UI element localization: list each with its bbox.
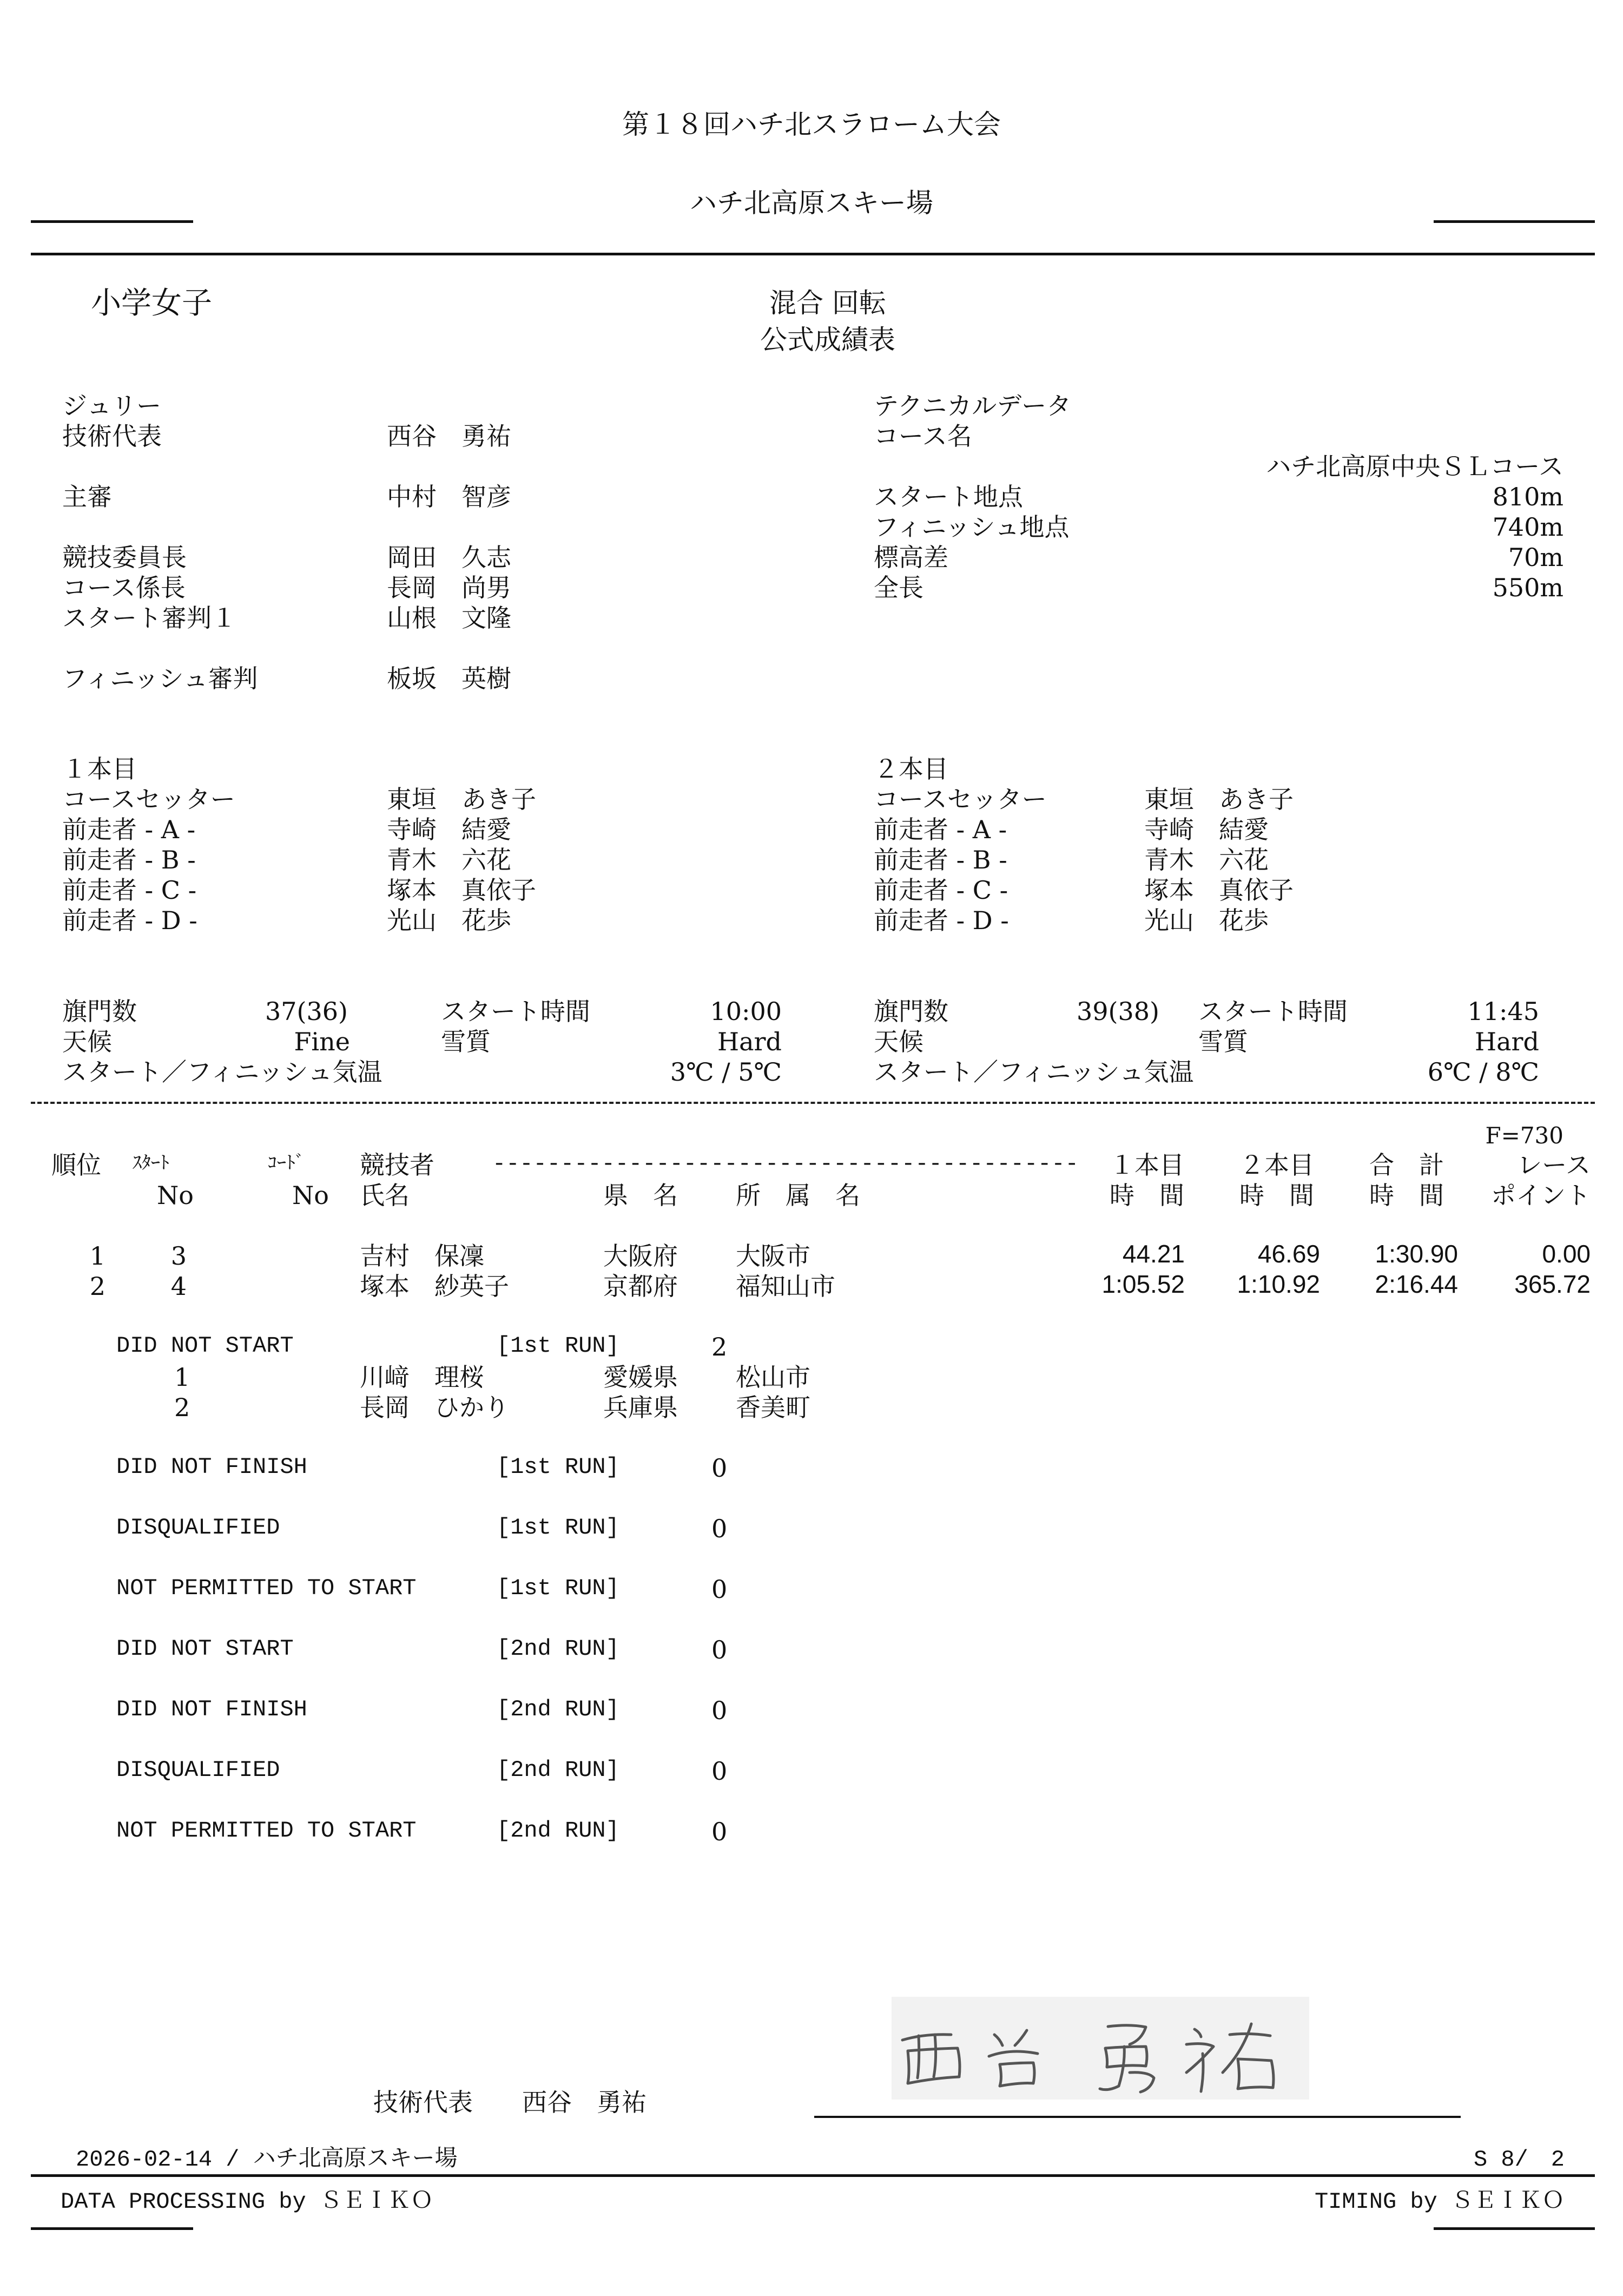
course-length-label: 全長 [874, 573, 923, 602]
footer-date-venue: 2026-02-14 / ハチ北高原スキー場 [76, 2147, 458, 2173]
run2-time-cell: 46.69 [1257, 1240, 1320, 1268]
total-header: 合 計 [1369, 1150, 1444, 1180]
prefecture-cell: 大阪府 [603, 1241, 678, 1271]
course-name: ハチ北高原中央ＳＬコース [1266, 452, 1563, 481]
dns-name: 長岡 ひかり [360, 1393, 509, 1422]
page-number: S 8/ 2 [1473, 2147, 1565, 2173]
jury-role: スタート審判１ [62, 603, 236, 633]
footer-rule-right [1434, 2227, 1595, 2230]
status-count: 0 [711, 1514, 728, 1543]
run2-time-header: 時 間 [1239, 1181, 1314, 1210]
name-cell: 塚本 紗英子 [360, 1272, 509, 1301]
venue-title: ハチ北高原スキー場 [690, 187, 933, 219]
snow-label: 雪質 [441, 1027, 491, 1056]
club-header: 所 属 名 [736, 1181, 860, 1210]
name-cell: 吉村 保凜 [360, 1241, 484, 1271]
start-no-header: No [157, 1181, 194, 1210]
dns-start-no: 2 [174, 1393, 190, 1422]
event-title: 第１８回ハチ北スラローム大会 [622, 109, 1001, 140]
status-count: 0 [711, 1696, 728, 1725]
start-time-label: スタート時間 [441, 997, 590, 1026]
status-run: [1st RUN] [497, 1454, 619, 1480]
run1-time-header: 時 間 [1110, 1181, 1184, 1210]
official-name: 東垣 あき子 [1144, 785, 1294, 814]
signature-name: 西谷 勇祐 [522, 2088, 646, 2117]
status-run: [2nd RUN] [497, 1696, 619, 1722]
gates-value: 37(36) [265, 997, 348, 1026]
f-value: F=730 [1485, 1122, 1563, 1149]
course-length-value: 550m [1492, 573, 1563, 602]
official-name: 東垣 あき子 [387, 785, 536, 814]
jury-name: 山根 文隆 [387, 603, 511, 633]
code-no-header: No [292, 1181, 329, 1210]
start-no-cell: 3 [170, 1241, 187, 1271]
official-role: 前走者 - A - [62, 815, 196, 844]
run1-time-cell: 44.21 [1122, 1240, 1185, 1268]
status-run: [1st RUN] [497, 1515, 619, 1541]
total-time-header: 時 間 [1369, 1181, 1444, 1210]
discipline-label: 混合 回転 [769, 287, 886, 319]
official-name: 光山 花歩 [1144, 906, 1269, 935]
official-name: 光山 花歩 [387, 906, 511, 935]
status-count: 0 [711, 1453, 728, 1483]
jury-name: 中村 智彦 [387, 482, 511, 511]
club-cell: 大阪市 [736, 1241, 810, 1271]
start-no-cell: 4 [170, 1272, 187, 1301]
weather-value: Fine [294, 1027, 350, 1056]
status-run: [1st RUN] [497, 1575, 619, 1601]
signature-image [892, 1997, 1309, 2100]
gates-value: 39(38) [1077, 997, 1159, 1026]
temperature-label: スタート／フィニッシュ気温 [874, 1057, 1194, 1087]
dns-prefecture: 兵庫県 [603, 1393, 678, 1422]
status-count: 0 [711, 1635, 728, 1665]
start-altitude-label: スタート地点 [874, 482, 1023, 511]
status-run: [2nd RUN] [497, 1818, 619, 1844]
prefecture-header: 県 名 [603, 1181, 678, 1210]
dns-start-no: 1 [174, 1363, 190, 1392]
total-time-cell: 1:30.90 [1375, 1240, 1458, 1268]
gates-label: 旗門数 [874, 997, 948, 1026]
snow-label: 雪質 [1198, 1027, 1248, 1056]
data-processing-credit: DATA PROCESSING by ＳＥＩＫＯ [61, 2189, 433, 2215]
start-header: ｽﾀｰﾄ [133, 1152, 169, 1174]
status-label: DISQUALIFIED [116, 1515, 280, 1541]
jury-name: 西谷 勇祐 [387, 422, 511, 451]
document-type: 公式成績表 [760, 324, 895, 356]
temperature-value: 3℃ / 5℃ [670, 1057, 782, 1087]
code-header: ｺｰﾄﾞ [268, 1152, 305, 1174]
official-name: 寺崎 結愛 [387, 815, 511, 844]
status-count: 0 [711, 1756, 728, 1786]
points-sub-header: ポイント [1491, 1181, 1591, 1210]
official-role: 前走者 - C - [62, 876, 197, 905]
vertical-drop-value: 70m [1508, 543, 1563, 572]
total-time-cell: 2:16.44 [1375, 1270, 1458, 1298]
status-label: DISQUALIFIED [116, 1757, 280, 1783]
finish-altitude-value: 740m [1492, 512, 1563, 542]
start-altitude-value: 810m [1492, 482, 1563, 511]
official-name: 塚本 真依子 [1144, 876, 1294, 905]
status-label: DID NOT START [116, 1636, 294, 1662]
status-label: DID NOT FINISH [116, 1454, 307, 1480]
finish-altitude-label: フィニッシュ地点 [874, 512, 1070, 542]
start-time-label: スタート時間 [1198, 997, 1348, 1026]
rank-cell: 1 [89, 1241, 105, 1271]
run1-heading: １本目 [62, 754, 137, 784]
vertical-drop-label: 標高差 [874, 543, 948, 572]
official-role: 前走者 - D - [62, 906, 197, 935]
status-run: [1st RUN] [497, 1333, 619, 1359]
status-label: DID NOT FINISH [116, 1696, 307, 1722]
status-run: [2nd RUN] [497, 1636, 619, 1662]
jury-role: コース係長 [62, 573, 186, 602]
temperature-value: 6℃ / 8℃ [1427, 1057, 1539, 1087]
dns-club: 松山市 [736, 1363, 810, 1392]
handwritten-signature [892, 1997, 1309, 2100]
jury-role: 競技委員長 [62, 543, 187, 572]
official-role: 前走者 - A - [874, 815, 1007, 844]
weather-label: 天候 [62, 1027, 112, 1056]
official-name: 寺崎 結愛 [1144, 815, 1269, 844]
club-cell: 福知山市 [736, 1272, 835, 1301]
header-dash-line: ------------------------------------------- [492, 1151, 1079, 1177]
category-label: 小学女子 [91, 286, 212, 321]
official-name: 塚本 真依子 [387, 876, 536, 905]
points-cell: 0.00 [1542, 1240, 1591, 1268]
course-label: コース名 [874, 422, 972, 451]
name-header: 氏名 [360, 1181, 410, 1210]
rank-header: 順位 [51, 1150, 101, 1180]
prefecture-cell: 京都府 [603, 1272, 678, 1301]
dns-name: 川﨑 理桜 [360, 1363, 484, 1392]
run1-time-cell: 1:05.52 [1101, 1270, 1185, 1298]
weather-label: 天候 [874, 1027, 923, 1056]
status-label: NOT PERMITTED TO START [116, 1575, 417, 1601]
jury-name: 板坂 英樹 [387, 664, 511, 693]
section-dashed-divider [31, 1102, 1595, 1104]
official-role: 前走者 - D - [874, 906, 1009, 935]
run2-time-cell: 1:10.92 [1237, 1270, 1320, 1298]
snow-value: Hard [1475, 1027, 1539, 1056]
run2-header: ２本目 [1239, 1150, 1314, 1180]
dns-club: 香美町 [736, 1393, 810, 1422]
start-time-value: 11:45 [1467, 997, 1539, 1026]
run1-header: １本目 [1110, 1150, 1184, 1180]
rank-cell: 2 [89, 1272, 105, 1301]
jury-name: 長岡 尚男 [387, 573, 511, 602]
status-run: [2nd RUN] [497, 1757, 619, 1783]
points-cell: 365.72 [1514, 1270, 1591, 1298]
status-count: 2 [711, 1332, 728, 1361]
run2-heading: ２本目 [874, 754, 948, 784]
dns-prefecture: 愛媛県 [603, 1363, 678, 1392]
signature-line [814, 2116, 1461, 2118]
header-rule-left [31, 220, 193, 223]
start-time-value: 10:00 [710, 997, 782, 1026]
official-role: コースセッター [874, 785, 1047, 814]
header-rule-right [1434, 220, 1595, 223]
official-role: 前走者 - C - [874, 876, 1008, 905]
jury-role: 技術代表 [62, 422, 162, 451]
official-name: 青木 六花 [1144, 845, 1269, 874]
status-label: DID NOT START [116, 1333, 294, 1359]
signature-role: 技術代表 [373, 2088, 473, 2117]
status-count: 0 [711, 1575, 728, 1604]
jury-name: 岡田 久志 [387, 543, 511, 572]
official-name: 青木 六花 [387, 845, 511, 874]
status-count: 0 [711, 1817, 728, 1846]
gates-label: 旗門数 [62, 997, 137, 1026]
temperature-label: スタート／フィニッシュ気温 [62, 1057, 382, 1087]
official-role: コースセッター [62, 785, 235, 814]
official-role: 前走者 - B - [874, 845, 1007, 874]
competitor-header: 競技者 [360, 1150, 434, 1180]
timing-credit: TIMING by ＳＥＩＫＯ [1314, 2189, 1565, 2215]
jury-role: 主審 [62, 482, 112, 511]
status-label: NOT PERMITTED TO START [116, 1818, 417, 1844]
jury-heading: ジュリー [62, 391, 162, 420]
header-divider [31, 253, 1595, 255]
points-header: レース [1517, 1150, 1591, 1180]
snow-value: Hard [717, 1027, 782, 1056]
official-role: 前走者 - B - [62, 845, 196, 874]
jury-role: フィニッシュ審判 [62, 664, 258, 693]
footer-rule-left [31, 2227, 193, 2230]
technical-heading: テクニカルデータ [874, 391, 1072, 420]
footer-divider [31, 2174, 1595, 2177]
